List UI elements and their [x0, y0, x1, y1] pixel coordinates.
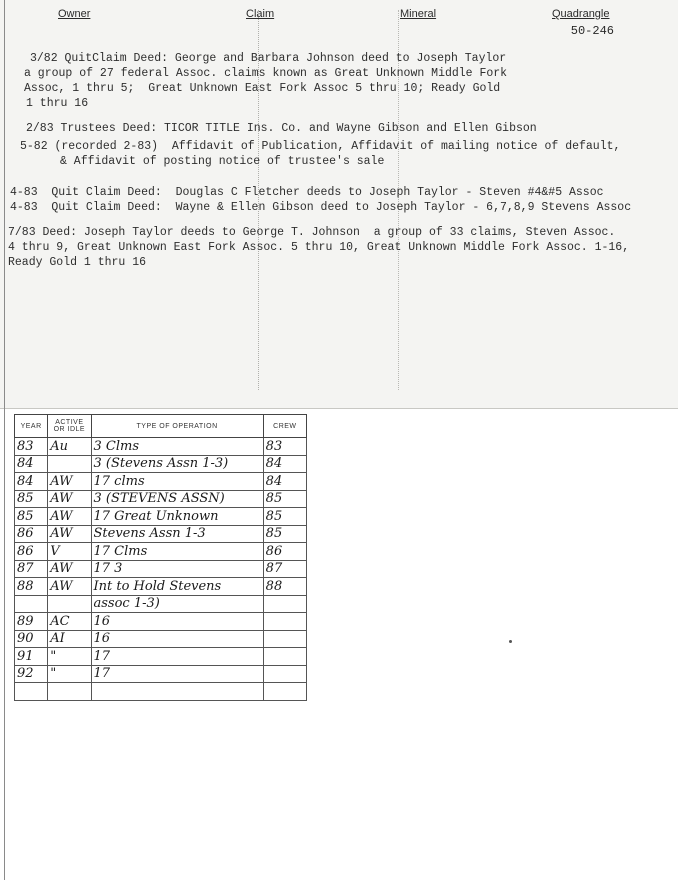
entry-line: 4-83 Quit Claim Deed: Douglas C Fletcher deeds to Joseph Taylor - Steven #4&#5 Assoc [10, 186, 604, 199]
crew-cell [263, 595, 306, 613]
page-edge [4, 0, 5, 880]
active-column-header: ACTIVE OR IDLE [48, 415, 91, 438]
status-cell: AW [48, 508, 91, 526]
crew-cell: 83 [263, 438, 306, 456]
year-cell: 88 [15, 578, 48, 596]
table-row [15, 648, 307, 666]
crew-cell [263, 665, 306, 683]
year-column-header: YEAR [15, 415, 48, 438]
entry-line: 4 thru 9, Great Unknown East Fork Assoc. 5 thru 10, Great Unknown Middle Fork Assoc. 1-16, [8, 241, 630, 254]
crew-cell [263, 648, 306, 666]
entry-line: Assoc, 1 thru 5; Great Unknown East Fork Assoc 5 thru 10; Ready Gold [24, 82, 501, 95]
status-cell: " [48, 665, 91, 683]
crew-cell [263, 630, 306, 648]
year-cell: 85 [15, 508, 48, 526]
speck [509, 640, 512, 643]
year-cell [15, 683, 48, 701]
crew-cell: 88 [263, 578, 306, 596]
year-cell: 90 [15, 630, 48, 648]
table-row [15, 438, 307, 456]
quadrangle-heading: Quadrangle [552, 8, 610, 20]
activity-log-body [15, 438, 307, 701]
status-cell [48, 455, 91, 473]
status-cell: AC [48, 613, 91, 631]
operation-cell: 3 (Stevens Assn 1-3) [91, 455, 263, 473]
crew-cell: 87 [263, 560, 306, 578]
operation-cell: 17 [91, 648, 263, 666]
activity-log-table [14, 414, 307, 701]
year-cell: 91 [15, 648, 48, 666]
table-row [15, 490, 307, 508]
crew-cell: 86 [263, 543, 306, 561]
operation-cell: Int to Hold Stevens [91, 578, 263, 596]
crew-column-header: CREW [263, 415, 306, 438]
table-row [15, 525, 307, 543]
crew-cell: 85 [263, 525, 306, 543]
operation-cell: 16 [91, 630, 263, 648]
status-cell [48, 595, 91, 613]
year-cell: 89 [15, 613, 48, 631]
entry-line: 5-82 (recorded 2-83) Affidavit of Publication, Affidavit of mailing notice of default, [20, 140, 621, 153]
operation-cell: assoc 1-3) [91, 595, 263, 613]
operation-cell: 17 clms [91, 473, 263, 491]
table-row [15, 630, 307, 648]
status-cell: " [48, 648, 91, 666]
operation-cell: 17 [91, 665, 263, 683]
status-cell: AW [48, 473, 91, 491]
operation-cell: 17 Clms [91, 543, 263, 561]
mineral-heading: Mineral [400, 8, 437, 20]
entry-line: 4-83 Quit Claim Deed: Wayne & Ellen Gibson deed to Joseph Taylor - 6,7,8,9 Stevens Assoc [10, 201, 632, 214]
year-cell: 86 [15, 543, 48, 561]
entry-line: 7/83 Deed: Joseph Taylor deeds to George T. Johnson a group of 33 claims, Steven Assoc. [8, 226, 616, 239]
table-row [15, 613, 307, 631]
entry-line: 2/83 Trustees Deed: TICOR TITLE Ins. Co. and Wayne Gibson and Ellen Gibson [26, 122, 537, 135]
operation-cell: 3 (STEVENS ASSN) [91, 490, 263, 508]
status-cell: Au [48, 438, 91, 456]
status-cell: AW [48, 578, 91, 596]
table-row [15, 543, 307, 561]
table-row [15, 578, 307, 596]
entry-line: a group of 27 federal Assoc. claims known as Great Unknown Middle Fork [24, 67, 508, 80]
entry-line: Ready Gold 1 thru 16 [8, 256, 147, 269]
table-row [15, 508, 307, 526]
owner-heading: Owner [58, 8, 91, 20]
crew-cell: 85 [263, 490, 306, 508]
year-cell: 87 [15, 560, 48, 578]
claim-heading: Claim [246, 8, 275, 20]
entry-line: & Affidavit of posting notice of trustee's sale [60, 155, 385, 168]
entry-line: 3/82 QuitClaim Deed: George and Barbara Johnson deed to Joseph Taylor [30, 52, 507, 65]
table-row [15, 595, 307, 613]
year-cell [15, 595, 48, 613]
entry-line: 1 thru 16 [26, 97, 89, 110]
table-row [15, 683, 307, 701]
year-cell: 86 [15, 525, 48, 543]
year-cell: 83 [15, 438, 48, 456]
operation-cell: Stevens Assn 1-3 [91, 525, 263, 543]
operation-cell: 16 [91, 613, 263, 631]
year-cell: 84 [15, 455, 48, 473]
operation-column-header: TYPE OF OPERATION [91, 415, 263, 438]
claim-record-card [0, 0, 678, 409]
crew-cell: 84 [263, 455, 306, 473]
table-row [15, 665, 307, 683]
table-row [15, 455, 307, 473]
operation-cell [91, 683, 263, 701]
table-row [15, 473, 307, 491]
year-cell: 84 [15, 473, 48, 491]
operation-cell: 3 Clms [91, 438, 263, 456]
status-cell: V [48, 543, 91, 561]
year-cell: 85 [15, 490, 48, 508]
operation-cell: 17 Great Unknown [91, 508, 263, 526]
year-cell: 92 [15, 665, 48, 683]
status-cell [48, 683, 91, 701]
table-row [15, 560, 307, 578]
crew-cell: 84 [263, 473, 306, 491]
status-cell: AW [48, 560, 91, 578]
status-cell: AW [48, 490, 91, 508]
crew-cell [263, 683, 306, 701]
crew-cell [263, 613, 306, 631]
status-cell: AI [48, 630, 91, 648]
status-cell: AW [48, 525, 91, 543]
crew-cell: 85 [263, 508, 306, 526]
quadrangle-code: 50-246 [570, 24, 614, 38]
operation-cell: 17 3 [91, 560, 263, 578]
